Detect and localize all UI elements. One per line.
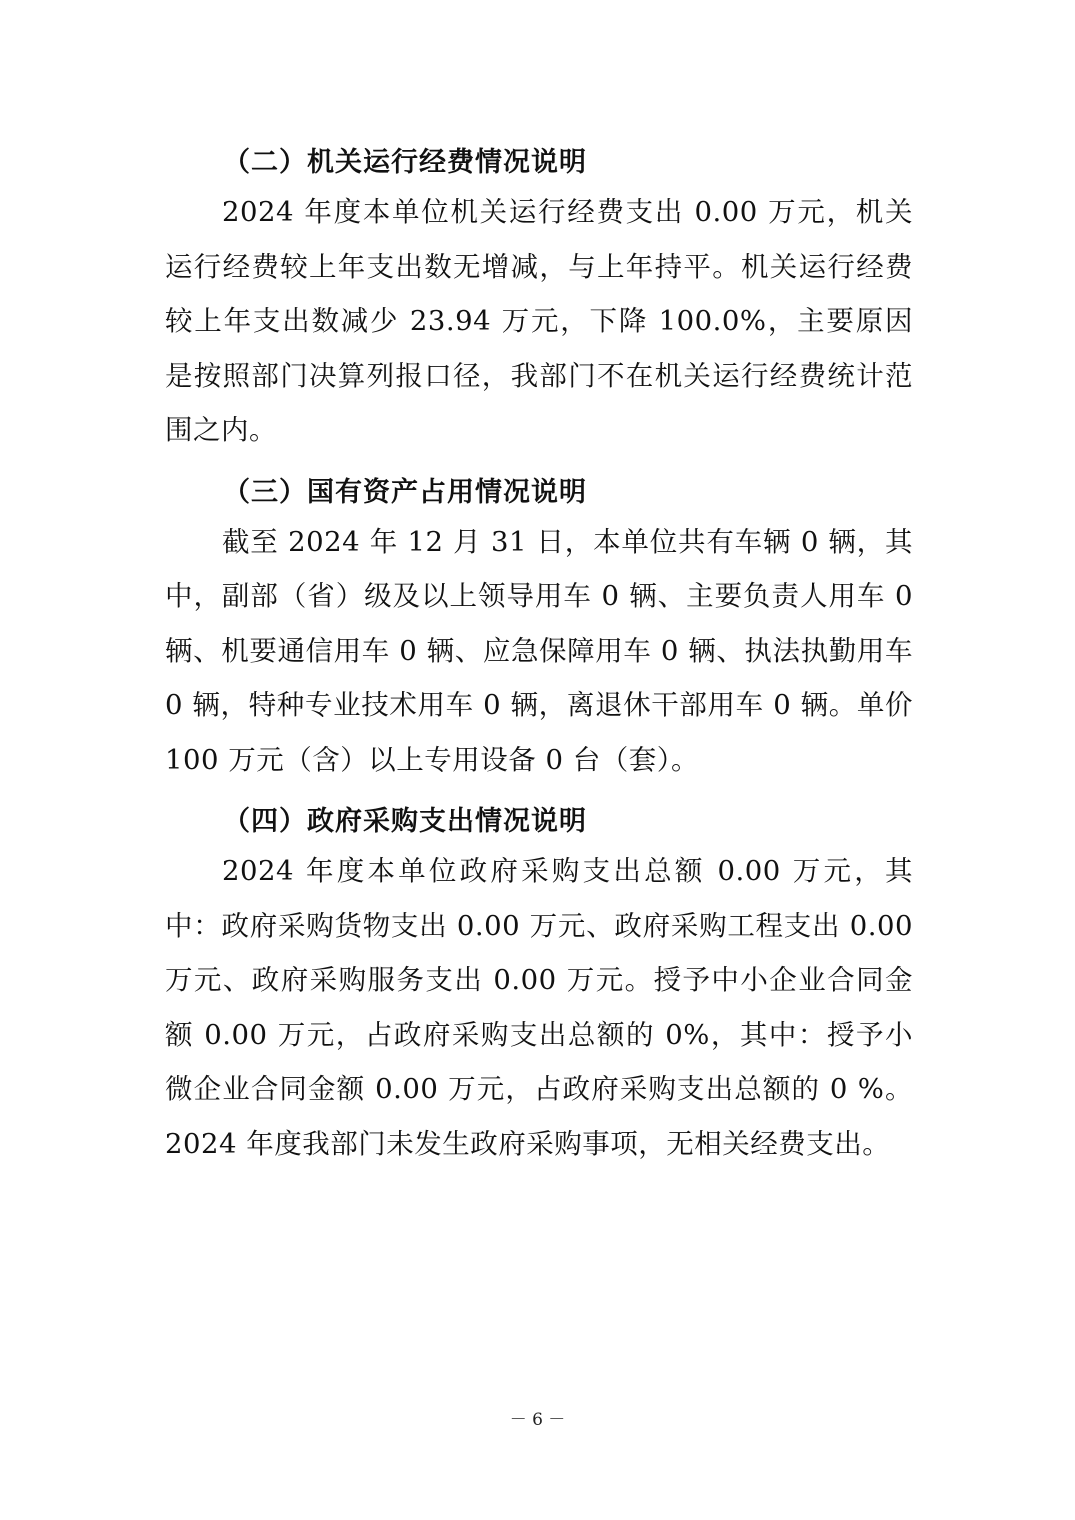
section-heading-state-assets: （三）国有资产占用情况说明 (223, 476, 587, 508)
page-content (165, 140, 913, 1183)
section-paragraph-state-assets: 截至 2024 年 12 月 31 日，本单位共有车辆 0 辆，其中，副部（省）级及以上领导用车 0 辆、主要负责人用车 0 辆、机要通信用车 0 辆、应急保障用车 0 辆、执法执勤用车 0 辆，特种专业技术用车 0 辆，离退休干部用车 0 辆。单价 100 万元（含）以上专用设备 0 台（套）。 (165, 525, 913, 776)
section-paragraph-office-expenses: 2024 年度本单位机关运行经费支出 0.00 万元，机关运行经费较上年支出数无增减，与上年持平。机关运行经费较上年支出数减少 23.94 万元，下降 100.0%，主要原因是按照部门决算列报口径，我部门不在机关运行经费统计范围之内。 (165, 196, 913, 446)
section-paragraph-government-procurement: 2024 年度本单位政府采购支出总额 0.00 万元，其中：政府采购货物支出 0.00 万元、政府采购工程支出 0.00 万元、政府采购服务支出 0.00 万元。授予中小企业合同金额 0.00 万元，占政府采购支出总额的 0%，其中：授予小微企业合同金额 0.00 万元，占政府采购支出总额的 0 %。2024 年度我部门未发生政府采购事项，无相关经费支出。 (165, 855, 913, 1160)
page-number: － 6 － (509, 1410, 566, 1430)
section-heading-office-expenses: （二）机关运行经费情况说明 (223, 147, 587, 178)
section-heading-government-procurement: （四）政府采购支出情况说明 (223, 806, 587, 837)
